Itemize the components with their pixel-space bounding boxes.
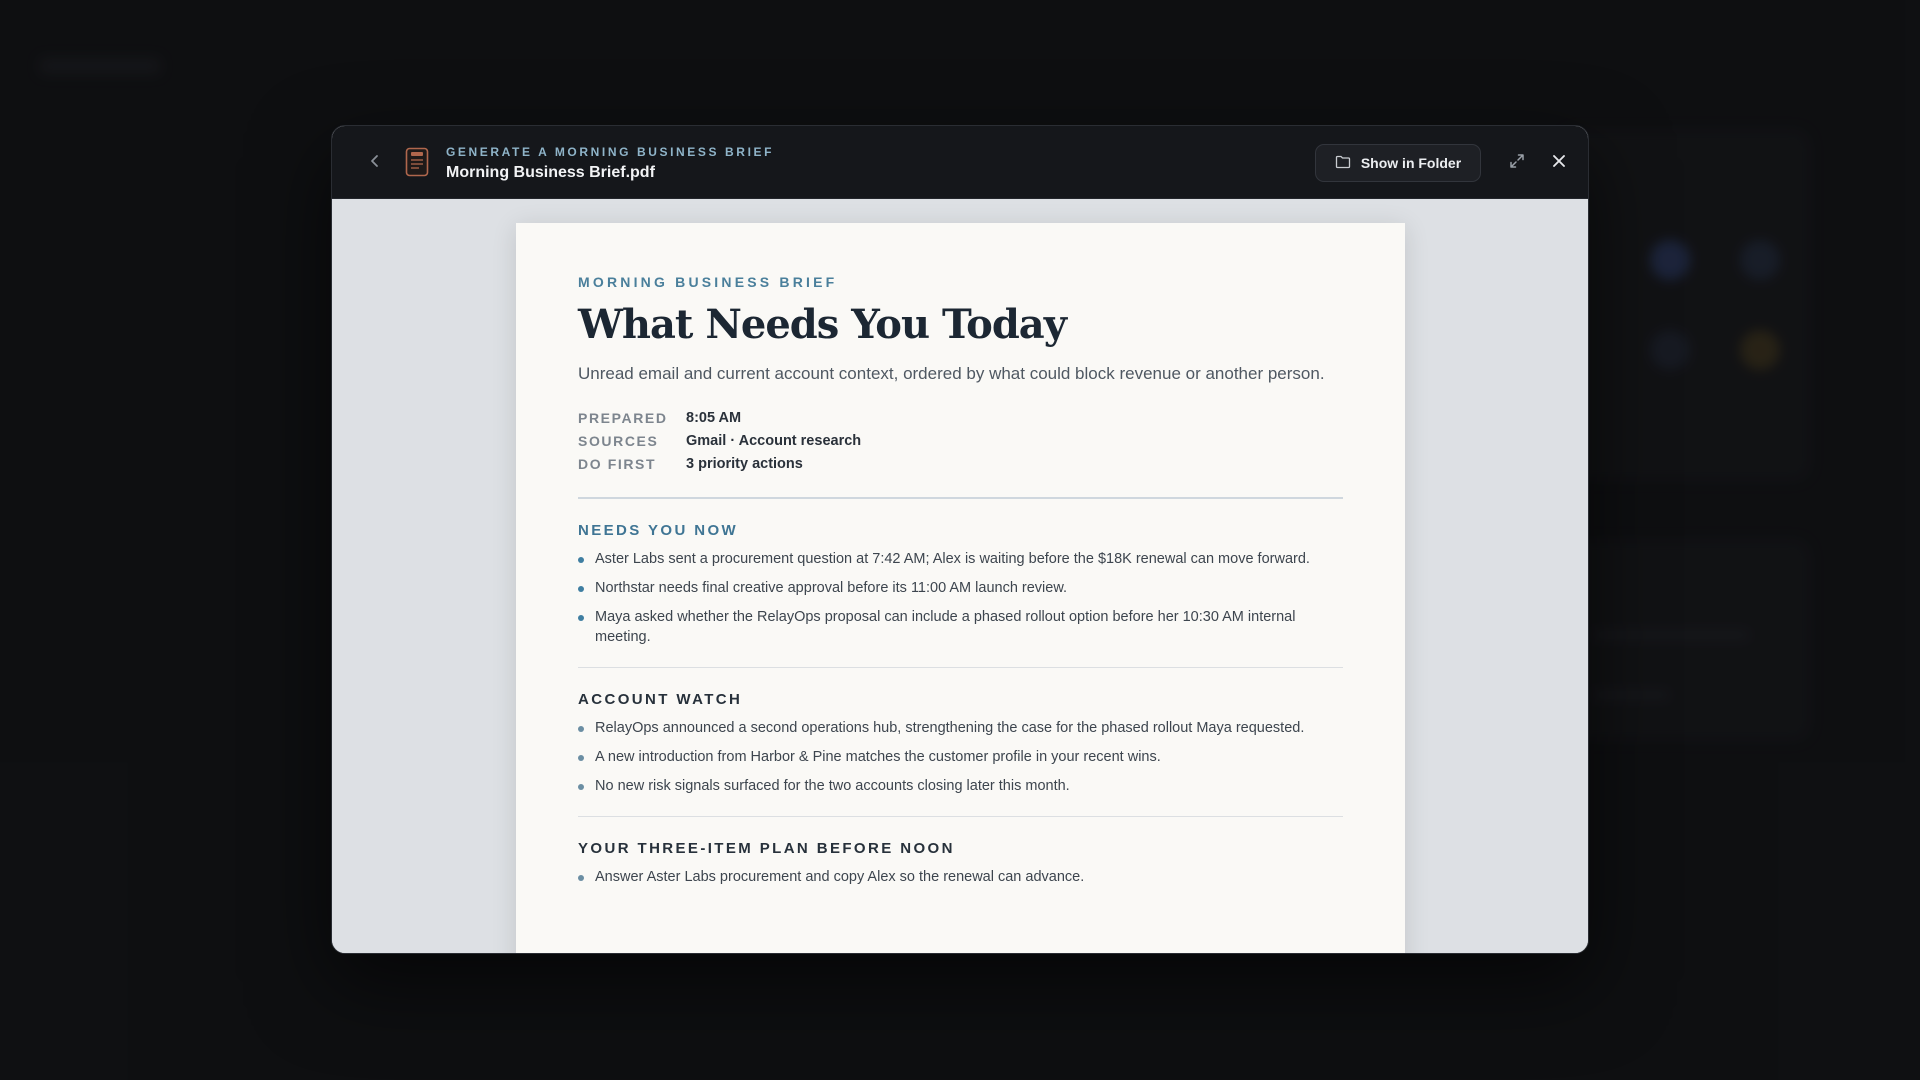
document-eyebrow: MORNING BUSINESS BRIEF bbox=[578, 274, 838, 290]
pdf-page bbox=[516, 223, 1405, 953]
meta-row-prepared bbox=[578, 406, 1343, 429]
list-item: RelayOps announced a second operations hub, strengthening the case for the phased rollout Maya requested. bbox=[578, 718, 1323, 738]
pdf-file-icon bbox=[405, 147, 429, 177]
list-item: No new risk signals surfaced for the two accounts closing later this month. bbox=[578, 776, 1323, 796]
divider bbox=[578, 667, 1343, 668]
section-title-account-watch: ACCOUNT WATCH bbox=[578, 691, 743, 708]
show-in-folder-button[interactable] bbox=[1315, 144, 1481, 182]
folder-icon bbox=[1335, 155, 1351, 172]
meta-row-do-first bbox=[578, 452, 1343, 475]
modal-header bbox=[332, 126, 1588, 199]
needs-you-now-list bbox=[578, 549, 1343, 647]
expand-button[interactable] bbox=[1502, 148, 1532, 178]
pdf-preview-modal bbox=[331, 125, 1589, 954]
section-title-needs-you-now: NEEDS YOU NOW bbox=[578, 522, 739, 539]
file-name: Morning Business Brief.pdf bbox=[446, 164, 655, 181]
list-item: Aster Labs sent a procurement question at 7:42 AM; Alex is waiting before the $18K renewal can move forward. bbox=[578, 549, 1323, 569]
divider bbox=[578, 816, 1343, 817]
back-button[interactable] bbox=[360, 148, 390, 178]
meta-row-sources bbox=[578, 429, 1343, 452]
divider bbox=[578, 497, 1343, 499]
close-button[interactable] bbox=[1544, 148, 1574, 178]
task-label: GENERATE A MORNING BUSINESS BRIEF bbox=[446, 145, 775, 159]
meta-key: SOURCES bbox=[578, 432, 659, 449]
account-watch-list bbox=[578, 718, 1343, 796]
list-item: Answer Aster Labs procurement and copy Alex so the renewal can advance. bbox=[578, 867, 1323, 887]
document-title: What Needs You Today bbox=[578, 301, 1066, 348]
chevron-left-icon bbox=[368, 154, 382, 173]
document-meta bbox=[578, 406, 1343, 475]
document-subtitle: Unread email and current account context, ordered by what could block revenue or another person. bbox=[578, 364, 1325, 383]
list-item: Northstar needs final creative approval before its 11:00 AM launch review. bbox=[578, 578, 1323, 598]
show-in-folder-label: Show in Folder bbox=[1360, 155, 1462, 171]
meta-value: 8:05 AM bbox=[686, 409, 742, 426]
expand-icon bbox=[1509, 153, 1525, 174]
meta-key: PREPARED bbox=[578, 409, 668, 426]
header-text bbox=[446, 145, 774, 183]
meta-value: 3 priority actions bbox=[686, 455, 803, 472]
section-title-plan: YOUR THREE-ITEM PLAN BEFORE NOON bbox=[578, 840, 955, 857]
document-viewer[interactable] bbox=[332, 199, 1588, 953]
plan-list bbox=[578, 867, 1343, 887]
meta-key: DO FIRST bbox=[578, 455, 657, 472]
list-item: A new introduction from Harbor & Pine matches the customer profile in your recent wins. bbox=[578, 747, 1323, 767]
close-icon bbox=[1552, 154, 1566, 173]
meta-value: Gmail · Account research bbox=[686, 432, 862, 449]
list-item: Maya asked whether the RelayOps proposal can include a phased rollout option before her 10:30 AM internal meeting. bbox=[578, 607, 1323, 647]
